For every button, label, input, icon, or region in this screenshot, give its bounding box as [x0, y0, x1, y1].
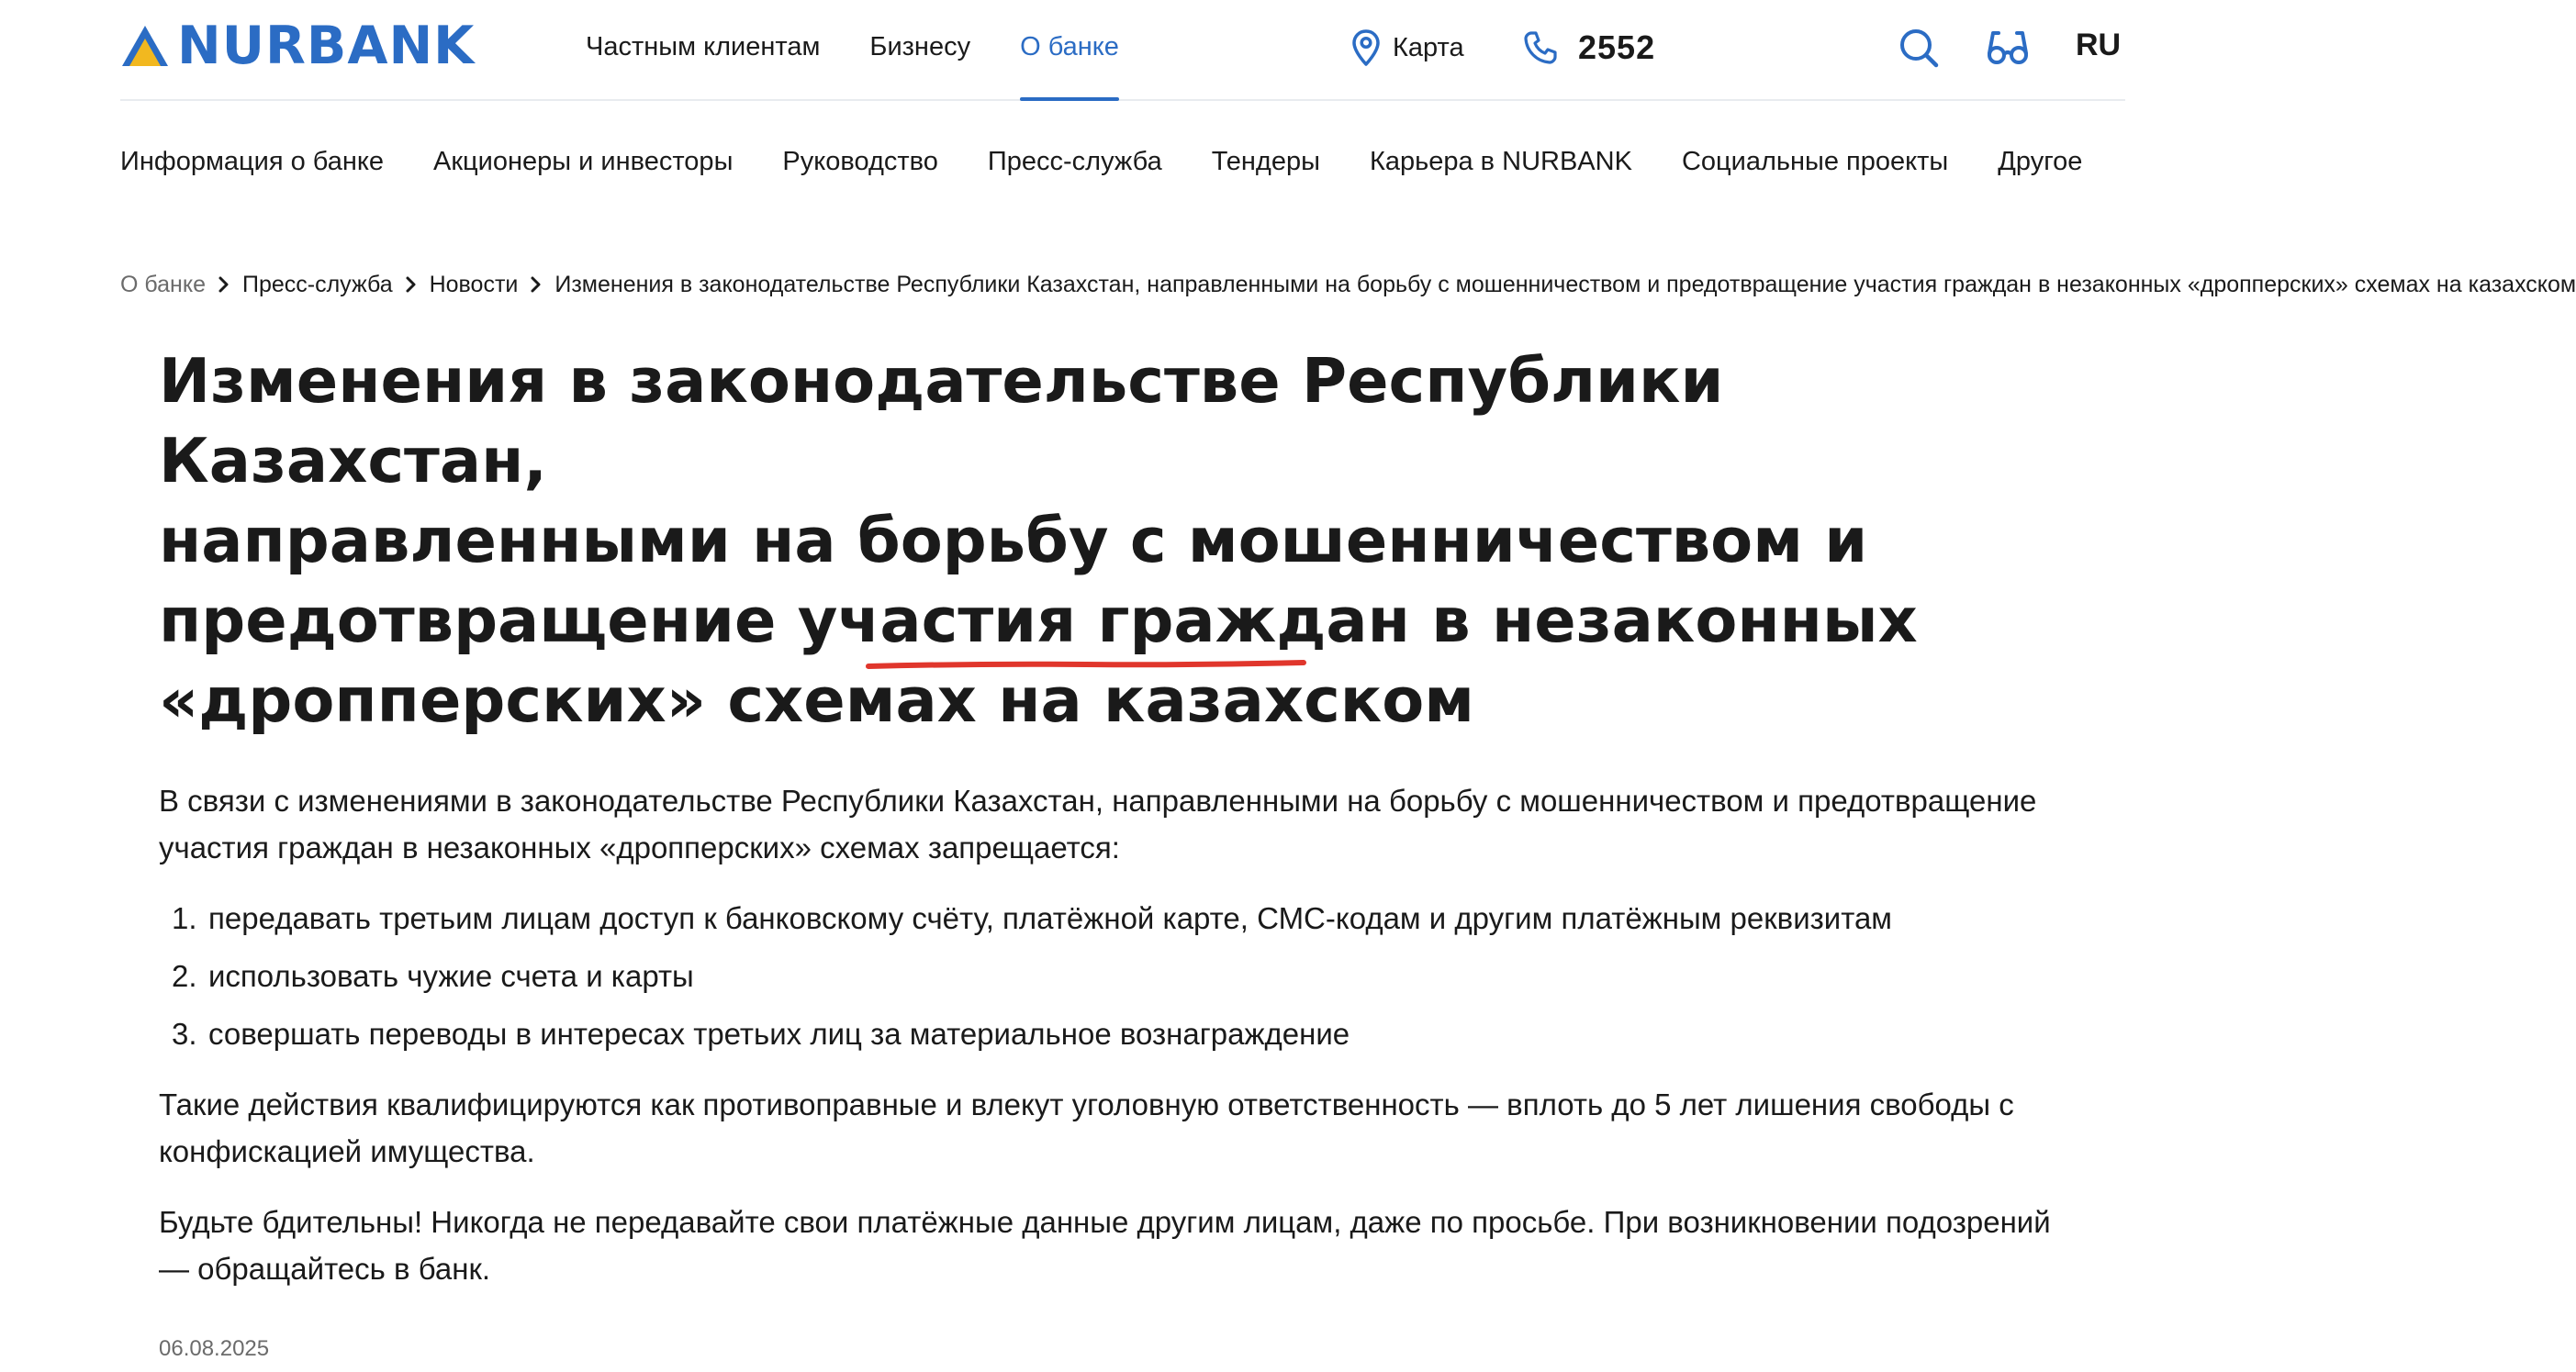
chevron-right-icon — [518, 275, 554, 294]
sub-nav — [120, 147, 2132, 177]
language-switcher[interactable]: RU — [2076, 28, 2122, 62]
article-paragraph-warning: Будьте бдительны! Никогда не передавайте свои платёжные данные другим лицам, даже по просьбе. При возникновении подозрений — обращайтесь в банк. — [159, 1205, 2051, 1286]
sub-nav-management[interactable]: Руководство — [782, 147, 938, 176]
nav-item-private-clients[interactable]: Частным клиентам — [586, 32, 821, 61]
accessibility-button[interactable] — [1984, 24, 2032, 72]
breadcrumb — [120, 268, 2576, 301]
prohibitions-list — [172, 895, 2087, 1057]
nav-item-about-bank[interactable]: О банке — [1020, 0, 1119, 101]
article-body — [159, 777, 2087, 1372]
sub-nav-press-service[interactable]: Пресс-служба — [987, 147, 1162, 176]
logo-triangle-icon — [120, 24, 170, 68]
sub-nav-bank-info[interactable]: Информация о банке — [120, 147, 385, 176]
glasses-icon — [1986, 29, 2030, 66]
breadcrumb-news[interactable]: Новости — [429, 271, 519, 297]
nurbank-logo[interactable] — [120, 16, 476, 76]
list-number: 2. — [172, 959, 197, 993]
list-item — [172, 895, 2087, 942]
breadcrumb-press-service[interactable]: Пресс-служба — [241, 271, 393, 297]
logo-text: NURBANK — [177, 16, 476, 76]
map-link[interactable] — [1352, 0, 1464, 95]
map-pin-icon — [1352, 29, 1380, 66]
list-item — [172, 1010, 2087, 1057]
map-label: Карта — [1393, 32, 1464, 62]
sub-nav-other[interactable]: Другое — [1998, 147, 2083, 176]
red-underline-annotation — [866, 659, 1306, 670]
article-paragraph-liability: Такие действия квалифицируются как противоправные и влекут уголовную ответственность — вплоть до 5 лет лишения свободы с конфискацией имущества. — [159, 1088, 2014, 1168]
search-icon — [1898, 27, 1940, 69]
search-button[interactable] — [1895, 24, 1943, 72]
list-text: совершать переводы в интересах третьих лиц за материальное вознаграждение — [208, 1017, 1350, 1051]
list-text: передавать третьим лицам доступ к банковскому счёту, платёжной карте, СМС-кодам и другим платёжным реквизитам — [208, 901, 1892, 935]
breadcrumb-about-bank[interactable]: О банке — [120, 271, 206, 297]
news-article — [159, 341, 2087, 1372]
top-header — [120, 0, 2125, 101]
title-line: «дропперских» схемах на казахском — [159, 664, 1475, 736]
article-title — [159, 341, 2050, 741]
list-number: 1. — [172, 901, 197, 935]
sub-nav-career[interactable]: Карьера в NURBANK — [1369, 147, 1632, 176]
breadcrumb-current-page: Изменения в законодательстве Республики Казахстан, направленными на борьбу с мошенничеством и предотвращение участия граждан в незаконных «дропперских» схемах на казахском — [554, 271, 2576, 297]
sub-nav-shareholders[interactable]: Акционеры и инвесторы — [433, 147, 734, 176]
title-line: направленными на борьбу с мошенничеством и — [159, 505, 1868, 576]
title-line: Изменения в законодательстве Республики Казахстан, — [159, 345, 1724, 496]
chevron-right-icon — [393, 275, 430, 294]
phone-icon — [1523, 30, 1558, 65]
list-item — [172, 953, 2087, 999]
phone-number: 2552 — [1578, 28, 1656, 66]
nav-item-business[interactable]: Бизнесу — [869, 32, 971, 61]
chevron-right-icon — [206, 275, 242, 294]
sub-nav-tenders[interactable]: Тендеры — [1211, 147, 1320, 176]
list-number: 3. — [172, 1017, 197, 1051]
list-text: использовать чужие счета и карты — [208, 959, 694, 993]
publication-date: 06.08.2025 — [159, 1336, 270, 1361]
title-line: предотвращение участия граждан в незаконных — [159, 585, 1918, 656]
main-nav — [586, 0, 1169, 101]
sub-nav-social-projects[interactable]: Социальные проекты — [1681, 147, 1949, 176]
phone-link[interactable] — [1523, 0, 1655, 95]
article-intro: В связи с изменениями в законодательстве Республики Казахстан, направленными на борьбу с мошенничеством и предотвращение участия граждан в незаконных «дропперских» схемах запрещается: — [159, 784, 2037, 864]
